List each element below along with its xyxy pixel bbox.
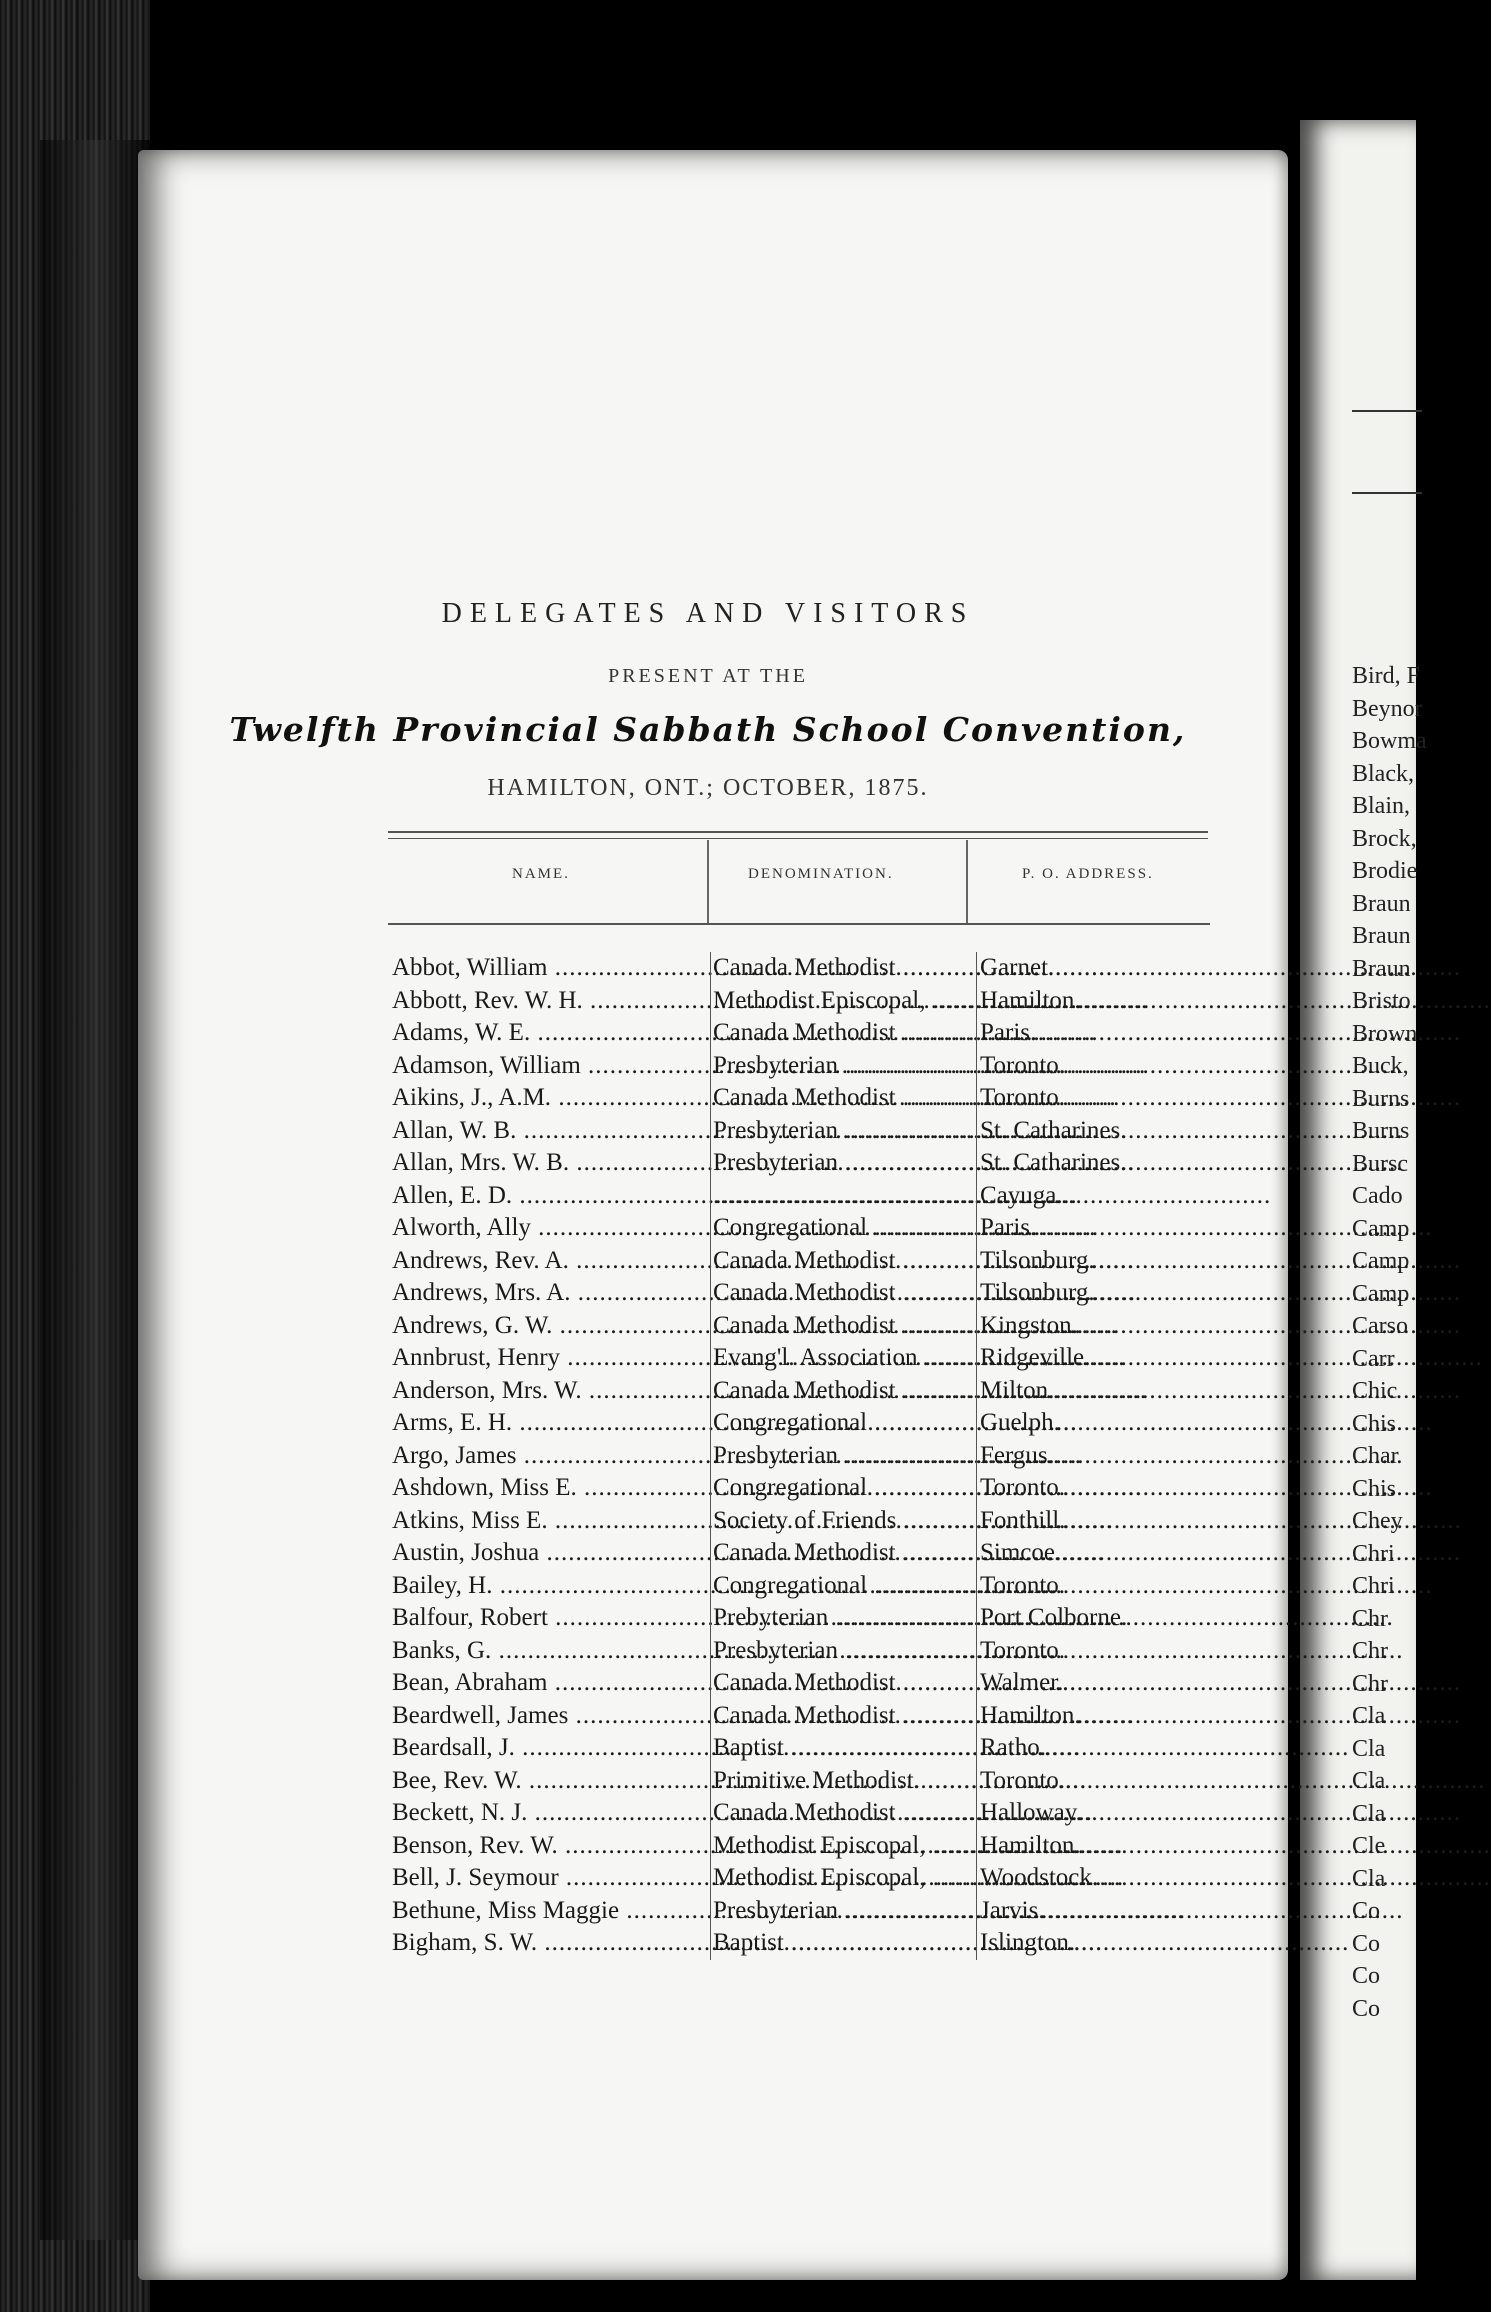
delegate-denomination — [710, 1830, 979, 1863]
delegate-address — [976, 1017, 1216, 1050]
delegate-name — [392, 952, 704, 985]
delegate-address-text: Cayuga. — [980, 1181, 1063, 1209]
table-row — [392, 1147, 1212, 1180]
delegate-denomination — [710, 1700, 979, 1733]
delegate-denomination-text: Baptist ..... — [713, 1734, 1349, 1761]
delegate-name-text: Bailey, H. ..... — [392, 1572, 1058, 1599]
table-row — [392, 1082, 1212, 1115]
table-row — [392, 985, 1212, 1018]
place-date: HAMILTON, ONT.; OCTOBER, 1875. — [487, 775, 929, 801]
delegate-denomination — [710, 1180, 979, 1213]
delegate-name-text: Allan, W. B. ..... — [392, 1117, 1082, 1144]
delegate-denomination-text: Canada Methodist ..... — [713, 1539, 1461, 1566]
table-row — [392, 1895, 1212, 1928]
next-page-fragment: Chey — [1352, 1508, 1403, 1534]
table-row — [392, 1212, 1212, 1245]
delegate-denomination — [710, 1310, 979, 1343]
delegate-denomination-text: Presbyterian ..... — [713, 1149, 1403, 1176]
delegate-address — [976, 1180, 1216, 1213]
next-page-fragment: Black, — [1352, 760, 1414, 787]
next-page-fragment: Chri — [1352, 1540, 1395, 1567]
next-page-fragment: Blain, — [1352, 793, 1410, 819]
next-page-fragment: Co — [1352, 1898, 1381, 1924]
delegate-denomination — [710, 1505, 979, 1538]
delegate-address-text: Hamilton. — [980, 986, 1081, 1014]
delegate-address — [976, 1830, 1216, 1863]
page-title: DELEGATES AND VISITORS — [441, 598, 975, 629]
delegate-name — [392, 1732, 704, 1765]
delegate-denomination-text: Canada Methodist ..... — [713, 1377, 1461, 1404]
delegate-name — [392, 1570, 704, 1603]
delegate-denomination — [710, 1667, 979, 1700]
delegate-denomination — [710, 1147, 979, 1180]
table-row — [392, 1732, 1212, 1765]
delegate-address-text: Kingston. — [980, 1311, 1078, 1339]
delegate-address — [976, 1667, 1216, 1700]
delegate-name-text: Allen, E. D. ..... — [392, 1182, 1078, 1209]
delegate-name-text: Beardsall, J. ..... — [392, 1734, 1080, 1761]
delegate-name-text: Alworth, Ally ..... — [392, 1214, 1096, 1241]
delegate-address — [976, 1310, 1216, 1343]
next-page-fragment: Cla — [1352, 1735, 1386, 1762]
delegate-address-text: Toronto. — [980, 1051, 1066, 1079]
delegate-address-text: Garnet. — [980, 954, 1055, 981]
delegate-name — [392, 1667, 704, 1700]
delegate-address — [976, 1212, 1216, 1245]
delegate-denomination — [710, 1570, 979, 1603]
delegate-denomination — [710, 1212, 979, 1245]
delegate-denomination — [710, 1115, 979, 1148]
next-page-fragment: Cla — [1352, 1768, 1386, 1794]
delegate-denomination-text: Presbyterian ..... — [713, 1117, 1403, 1144]
table-row — [392, 1115, 1212, 1148]
delegate-name — [392, 1017, 704, 1050]
next-page-fragment: Carso — [1352, 1313, 1408, 1339]
next-page-fragment: Brock, — [1352, 825, 1417, 852]
delegate-denomination — [710, 1927, 979, 1960]
next-page-fragment: Braun — [1352, 890, 1411, 917]
delegate-name-text: Bethune, Miss Maggie ..... — [392, 1897, 1185, 1924]
next-page-fragment: Char — [1352, 1443, 1399, 1469]
delegate-address-text: Ratho. — [980, 1734, 1046, 1761]
table-row — [392, 1180, 1212, 1213]
next-page-fragment: Beynor — [1352, 695, 1423, 722]
column-header-address: P. O. ADDRESS. — [1022, 866, 1154, 882]
delegate-name-text: Benson, Rev. W. ..... — [392, 1832, 1123, 1859]
delegate-denomination-text: Canada Methodist ..... — [713, 1247, 1461, 1274]
delegate-denomination — [710, 1862, 979, 1895]
table-row — [392, 1505, 1212, 1538]
delegate-address — [976, 1862, 1216, 1895]
next-page-fragment: Camp — [1352, 1280, 1410, 1307]
delegate-denomination — [710, 1342, 979, 1375]
delegate-address-text: Hamilton. — [980, 1701, 1081, 1729]
column-divider — [707, 840, 709, 924]
next-page-fragment: Chic — [1352, 1378, 1398, 1404]
delegate-address-text: Jarvis. — [980, 1896, 1045, 1924]
table-row — [392, 1277, 1212, 1310]
delegate-name — [392, 1407, 704, 1440]
next-page-fragment: Brodie — [1352, 858, 1418, 884]
delegate-name — [392, 1602, 704, 1635]
next-page-fragment: Bowma — [1352, 728, 1427, 754]
delegate-address — [976, 1570, 1216, 1603]
delegate-denomination-text: Methodist Episcopal, ..... — [713, 1864, 1491, 1891]
delegate-name-text: Austin, Joshua ..... — [392, 1539, 1105, 1566]
next-page-fragment: Cle — [1352, 1833, 1386, 1859]
delegate-denomination-text: Canada Methodist ..... — [713, 1019, 1461, 1046]
delegate-name — [392, 1830, 704, 1863]
delegate-denomination-text: Presbyterian ..... — [713, 1052, 1403, 1079]
delegate-name — [392, 1927, 704, 1960]
next-page-fragment: Co — [1352, 1963, 1381, 1989]
delegate-address — [976, 1472, 1216, 1505]
next-page-fragment: Cla — [1352, 1865, 1386, 1892]
delegate-denomination-text: Canada Methodist ..... — [713, 1702, 1461, 1729]
delegate-name — [392, 1147, 704, 1180]
delegate-address-text: Ridgeville. — [980, 1344, 1091, 1371]
next-page-fragment: Cla — [1352, 1703, 1386, 1729]
delegate-name-text: Balfour, Robert ..... — [392, 1604, 1113, 1631]
delegate-denomination-text: Primitive Methodist. ..... — [713, 1767, 1485, 1794]
next-page-fragment: Chr — [1352, 1670, 1388, 1697]
table-row — [392, 1245, 1212, 1278]
delegate-name-text: Bee, Rev. W. ..... — [392, 1767, 1087, 1794]
delegate-address-text: St. Catharines. — [980, 1149, 1127, 1176]
next-page-fragment: Camp — [1352, 1248, 1410, 1274]
delegate-name-text: Beardwell, James ..... — [392, 1702, 1134, 1729]
delegate-name — [392, 1537, 704, 1570]
delegate-name-text: Banks, G. ..... — [392, 1637, 1057, 1664]
convention-name: Twelfth Provincial Sabbath School Convention, — [229, 710, 1187, 749]
delegate-address — [976, 1407, 1216, 1440]
delegate-denomination-text: Baptist ..... — [713, 1929, 1349, 1956]
delegate-address — [976, 1895, 1216, 1928]
delegate-name — [392, 1895, 704, 1928]
delegate-denomination-text: Prebyterian ..... — [713, 1604, 1394, 1631]
delegate-address-text: Fergus. — [980, 1441, 1054, 1469]
delegate-name — [392, 1082, 704, 1115]
delegate-name — [392, 1862, 704, 1895]
delegate-address — [976, 1797, 1216, 1830]
delegate-name — [392, 1277, 704, 1310]
delegate-name-text: Atkins, Miss E. ..... — [392, 1507, 1113, 1534]
table-row — [392, 952, 1212, 985]
page-subtitle: PRESENT AT THE — [608, 665, 808, 687]
header-rule-bottom — [388, 923, 1210, 925]
column-header-name: NAME. — [512, 866, 570, 882]
delegate-denomination-text: Congregational ..... — [713, 1572, 1433, 1599]
delegate-address-text: Toronto. — [980, 1084, 1066, 1111]
delegate-address — [976, 1537, 1216, 1570]
delegate-name-text: Bean, Abraham ..... — [392, 1669, 1113, 1696]
delegate-name — [392, 1115, 704, 1148]
delegate-address-text: Tilsonburg. — [980, 1246, 1095, 1274]
delegate-address-text: Toronto. — [980, 1474, 1066, 1501]
table-row — [392, 1765, 1212, 1798]
delegate-denomination-text: Presbyterian ..... — [713, 1442, 1403, 1469]
delegate-address-text: Toronto. — [980, 1636, 1066, 1664]
delegate-address — [976, 1245, 1216, 1278]
delegate-name-text: Adamson, William ..... — [392, 1052, 1146, 1079]
delegate-address-text: St. Catharines. — [980, 1116, 1127, 1144]
table-row — [392, 1017, 1212, 1050]
delegate-address-text: Tilsonburg. — [980, 1279, 1095, 1306]
table-row — [392, 1830, 1212, 1863]
next-page-fragment: Cla — [1352, 1800, 1386, 1827]
next-page-rule — [1352, 492, 1422, 494]
delegate-address — [976, 1147, 1216, 1180]
delegate-address-text: Woodstock. — [980, 1864, 1099, 1891]
table-row — [392, 1797, 1212, 1830]
delegate-denomination — [710, 1472, 979, 1505]
delegate-address-text: Guelph. — [980, 1409, 1060, 1436]
table-row — [392, 1310, 1212, 1343]
delegate-name-text: Aikins, J., A.M. ..... — [392, 1084, 1117, 1111]
delegate-address-text: Paris. — [980, 1019, 1037, 1046]
next-page-fragment: Co — [1352, 1995, 1381, 2022]
next-page-fragment: Carr — [1352, 1345, 1395, 1372]
delegate-denomination — [710, 1407, 979, 1440]
column-divider — [966, 840, 968, 924]
table-row — [392, 1667, 1212, 1700]
delegate-name — [392, 1700, 704, 1733]
delegate-address-text: Halloway. — [980, 1799, 1082, 1826]
delegate-name — [392, 1440, 704, 1473]
delegate-denomination-text: Methodist Episcopal, ..... — [713, 1832, 1491, 1859]
delegate-name-text: Bigham, S. W. ..... — [392, 1929, 1103, 1956]
delegate-denomination — [710, 1732, 979, 1765]
delegate-name — [392, 1472, 704, 1505]
delegate-address — [976, 1082, 1216, 1115]
delegate-name-text: Arms, E. H. ..... — [392, 1409, 1078, 1436]
delegate-address-text: Islington. — [980, 1929, 1076, 1956]
delegate-address-text: Simcoe. — [980, 1539, 1062, 1566]
delegate-address-text: Fonthill. — [980, 1506, 1066, 1534]
table-row — [392, 1570, 1212, 1603]
delegate-address-text: Paris. — [980, 1214, 1037, 1241]
delegate-address — [976, 1635, 1216, 1668]
delegate-name — [392, 1375, 704, 1408]
delegate-name-text: Annbrust, Henry ..... — [392, 1344, 1126, 1371]
next-page-fragment: Bird, F — [1352, 663, 1421, 689]
delegate-address — [976, 1765, 1216, 1798]
delegate-name-text: Abbot, William ..... — [392, 954, 1113, 981]
delegate-denomination — [710, 985, 979, 1018]
next-page-fragment: Chri — [1352, 1573, 1395, 1599]
delegate-name — [392, 1245, 704, 1278]
delegate-denomination-text: Congregational ..... — [713, 1214, 1433, 1241]
column-header-denomination: DENOMINATION. — [748, 866, 894, 882]
next-page-fragment: Bursc — [1352, 1150, 1408, 1177]
delegate-address-text: Toronto. — [980, 1766, 1066, 1794]
table-row — [392, 1700, 1212, 1733]
delegate-name-text: Bell, J. Seymour ..... — [392, 1864, 1124, 1891]
table-row — [392, 1927, 1212, 1960]
delegate-address-text: Toronto. — [980, 1571, 1066, 1599]
delegate-denomination-text: Congregational ..... — [713, 1474, 1433, 1501]
header-rule-top — [388, 831, 1208, 833]
delegate-list — [392, 952, 1212, 1960]
delegate-name-text: Andrews, Mrs. A. ..... — [392, 1279, 1136, 1306]
delegate-name — [392, 1310, 704, 1343]
delegate-denomination — [710, 1537, 979, 1570]
next-page — [1300, 120, 1427, 2280]
table-row — [392, 1602, 1212, 1635]
delegate-denomination — [710, 952, 979, 985]
delegate-denomination-text: Society of Friends ..... — [713, 1507, 1462, 1534]
next-page-fragment: Cado — [1352, 1183, 1403, 1209]
next-page-fragment: Co — [1352, 1930, 1381, 1957]
delegate-denomination — [710, 1765, 979, 1798]
table-row — [392, 1342, 1212, 1375]
delegate-address-text: Hamilton. — [980, 1831, 1081, 1859]
next-page-fragment: Chis — [1352, 1475, 1397, 1502]
delegate-denomination-text: Evang'l. Association ..... — [713, 1344, 1483, 1371]
delegate-name-text: Andrews, G. W. ..... — [392, 1312, 1118, 1339]
delegate-address — [976, 1732, 1216, 1765]
delegate-address-text: Port Colborne. — [980, 1604, 1128, 1631]
delegate-address — [976, 1700, 1216, 1733]
delegate-denomination — [710, 1440, 979, 1473]
delegate-denomination-text: Presbyterian ..... — [713, 1897, 1403, 1924]
table-row — [392, 1375, 1212, 1408]
delegate-name-text: Andrews, Rev. A. ..... — [392, 1247, 1134, 1274]
delegate-name-text: Argo, James ..... — [392, 1442, 1082, 1469]
delegate-name-text: Abbott, Rev. W. H. ..... — [392, 987, 1148, 1014]
delegate-address — [976, 1602, 1216, 1635]
header-rule-top-thin — [388, 838, 1208, 839]
delegate-denomination-text: Presbyterian ..... — [713, 1637, 1403, 1664]
next-page-fragment: Burns — [1352, 1118, 1410, 1144]
delegate-denomination — [710, 1375, 979, 1408]
delegate-denomination — [710, 1635, 979, 1668]
delegate-address — [976, 1375, 1216, 1408]
delegate-name — [392, 1050, 704, 1083]
delegate-denomination-text: Canada Methodist ..... — [713, 1799, 1461, 1826]
delegate-name — [392, 1180, 704, 1213]
delegate-address — [976, 985, 1216, 1018]
delegate-address — [976, 1440, 1216, 1473]
delegate-name — [392, 1342, 704, 1375]
delegate-denomination — [710, 1017, 979, 1050]
next-page-fragment: Camp — [1352, 1215, 1410, 1242]
table-row — [392, 1407, 1212, 1440]
delegate-name — [392, 1505, 704, 1538]
next-page-rule — [1352, 410, 1422, 412]
delegate-denomination — [710, 1277, 979, 1310]
delegate-address-text: Milton. — [980, 1376, 1055, 1404]
delegate-denomination-text: Congregational ..... — [713, 1409, 1433, 1436]
delegate-address — [976, 952, 1216, 985]
delegate-name-text: Adams, W. E. ..... — [392, 1019, 1096, 1046]
delegate-denomination — [710, 1245, 979, 1278]
delegate-address — [976, 1277, 1216, 1310]
page-edges — [40, 140, 150, 2240]
delegate-address — [976, 1927, 1216, 1960]
table-row — [392, 1537, 1212, 1570]
delegate-denomination-text: Methodist Episcopal, ..... — [713, 987, 1491, 1014]
delegate-name — [392, 1765, 704, 1798]
delegate-denomination — [710, 1797, 979, 1830]
delegate-name — [392, 1635, 704, 1668]
table-row — [392, 1635, 1212, 1668]
delegate-denomination-text: Canada Methodist ..... — [713, 1084, 1461, 1111]
delegate-denomination-text: Canada Methodist ..... — [713, 1669, 1461, 1696]
delegate-address — [976, 1505, 1216, 1538]
delegate-address — [976, 1050, 1216, 1083]
delegate-denomination — [710, 1602, 979, 1635]
next-page-fragment: Burns — [1352, 1085, 1410, 1112]
table-row — [392, 1050, 1212, 1083]
delegate-name-text: Ashdown, Miss E. ..... — [392, 1474, 1142, 1501]
delegate-address — [976, 1115, 1216, 1148]
delegate-name-text: Beckett, N. J. ..... — [392, 1799, 1093, 1826]
next-page-fragment: Chis — [1352, 1410, 1397, 1437]
next-page-fragment: Braun — [1352, 923, 1411, 949]
delegate-name — [392, 985, 704, 1018]
next-page-fragment: Chr — [1352, 1605, 1388, 1632]
delegate-name — [392, 1212, 704, 1245]
delegate-address — [976, 1342, 1216, 1375]
next-page-fragment: Bristo — [1352, 988, 1411, 1014]
delegate-denomination — [710, 1082, 979, 1115]
delegate-name — [392, 1797, 704, 1830]
table-row — [392, 1440, 1212, 1473]
delegate-name-text: Anderson, Mrs. W. ..... — [392, 1377, 1147, 1404]
next-page-fragment: Chr — [1352, 1638, 1388, 1664]
delegate-address-text: Walmer. — [980, 1669, 1064, 1696]
delegate-denomination-text: Canada Methodist ..... — [713, 1312, 1461, 1339]
delegate-denomination — [710, 1895, 979, 1928]
next-page-fragment: Brown — [1352, 1020, 1418, 1047]
table-row — [392, 1472, 1212, 1505]
delegate-denomination — [710, 1050, 979, 1083]
delegate-denomination-text: Canada Methodist ..... — [713, 1279, 1461, 1306]
delegate-name-text: Allan, Mrs. W. B. ..... — [392, 1149, 1135, 1176]
next-page-fragment: Buck, — [1352, 1053, 1409, 1079]
delegate-denomination-text: Canada Methodist ..... — [713, 954, 1461, 981]
next-page-fragment: Braun — [1352, 955, 1411, 982]
table-row — [392, 1862, 1212, 1895]
